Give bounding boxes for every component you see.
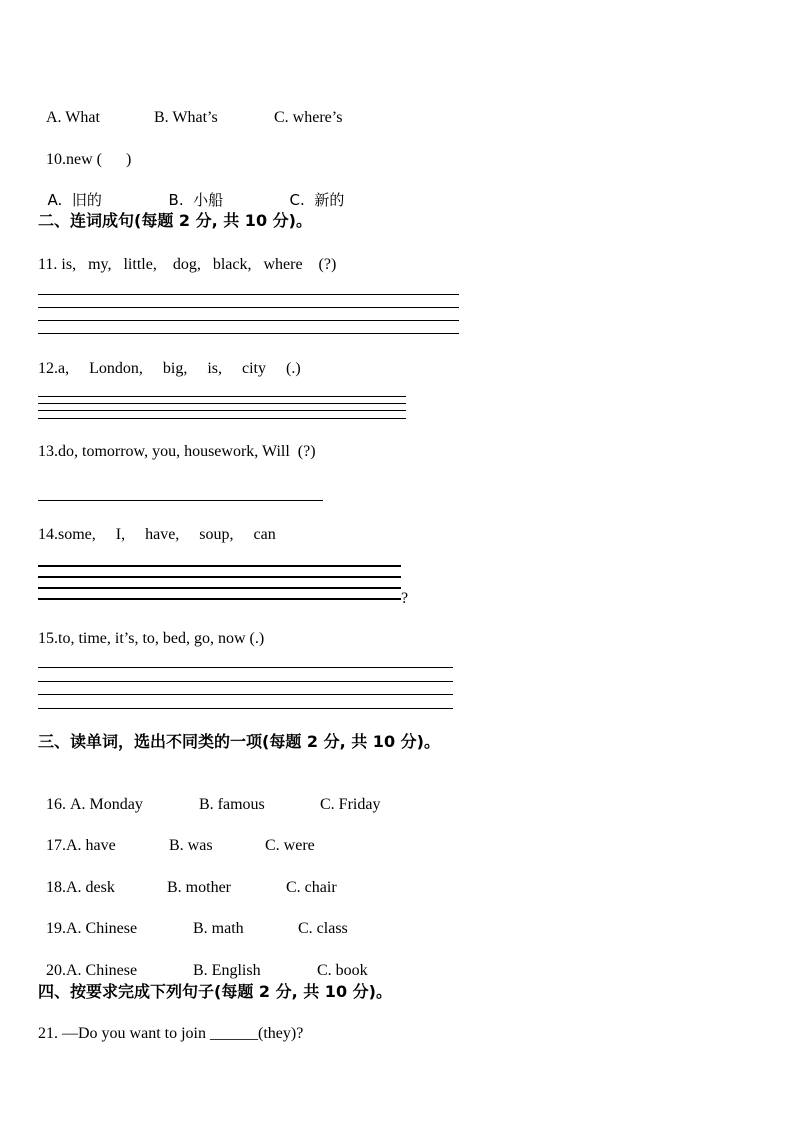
q12-answer-line-1 [38,396,406,397]
q16-option-a: A. Monday [70,796,143,813]
q19-option-b: B. math [193,920,244,937]
q18-row [38,858,337,898]
q16-row [38,775,380,815]
q11-answer-line-3 [38,320,459,321]
q17-option-b: B. was [169,837,213,854]
q20-option-b: B. English [193,962,261,979]
q10-stem-text: 10.new ( [46,151,102,168]
q17-option-a: A. have [66,837,116,854]
q16-number: 16. [46,796,66,813]
q12-answer-line-4 [38,418,406,419]
q15-text: 15.to, time, it’s, to, bed, go, now (.) [38,630,265,647]
q13-text: 13.do, tomorrow, you, housework, Will (?) [38,443,316,460]
q16-option-b: B. famous [199,796,265,813]
q17-number: 17. [46,837,66,854]
q14-end-mark: ? [401,590,409,607]
q12-text: 12.a, London, big, is, city (.) [38,360,301,377]
section2-heading: 二、连词成句(每题 2 分, 共 10 分)。 [38,211,312,230]
q11-answer-line-4 [38,333,459,334]
q17-option-c: C. were [265,837,315,854]
q15-answer-line-2 [38,681,453,682]
q14-answer-line-4 [38,598,401,600]
q10-option-a: A. 旧的 [47,191,102,209]
q15-answer-line-4 [38,708,453,709]
q18-option-c: C. chair [286,879,337,896]
q19-number: 19. [46,920,66,937]
q20-option-c: C. book [317,962,368,979]
q18-option-a: A. desk [66,879,115,896]
q9-option-a: A. What [46,109,100,126]
q9-options [38,88,342,128]
section4-heading: 四、按要求完成下列句子(每题 2 分, 共 10 分)。 [38,982,392,1001]
section3-heading: 三、读单词，选出不同类的一项(每题 2 分, 共 10 分)。 [38,732,440,751]
q10-option-c: C. 新的 [289,191,345,209]
q10-stem [38,130,131,170]
q14-answer-line-3 [38,587,401,589]
q14-text: 14.some, I, have, soup, can [38,526,276,543]
q12-answer-line-3 [38,410,406,411]
q10-options [38,170,344,210]
q9-option-b: B. What’s [154,109,218,126]
q9-option-c: C. where’s [274,109,343,126]
q20-number: 20. [46,962,66,979]
q12-answer-line-2 [38,403,406,404]
q19-row [38,899,348,939]
q18-number: 18. [46,879,66,896]
q15-answer-line-1 [38,667,453,668]
q10-blank-close: ) [125,151,132,168]
q15-answer-line-3 [38,694,453,695]
q21-text: 21. —Do you want to join ______(they)? [38,1025,304,1042]
q14-answer-line-2 [38,576,401,578]
q13-answer-line [38,500,323,501]
q20-row [38,941,368,981]
q10-option-b: B. 小船 [168,191,224,209]
q14-answer-line-1 [38,565,401,567]
q20-option-a: A. Chinese [66,962,138,979]
q18-option-b: B. mother [167,879,231,896]
q11-answer-line-2 [38,307,459,308]
q19-option-a: A. Chinese [66,920,138,937]
q11-text: 11. is, my, little, dog, black, where (?) [38,256,337,273]
q11-answer-line-1 [38,294,459,295]
q17-row [38,816,315,856]
q19-option-c: C. class [298,920,348,937]
q16-option-c: C. Friday [320,796,381,813]
